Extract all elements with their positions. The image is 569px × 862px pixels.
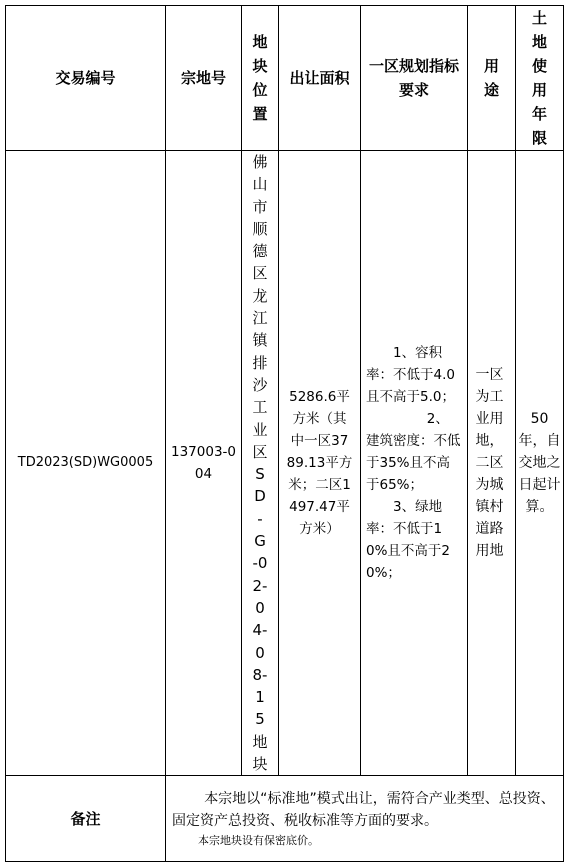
- cell-trade-no: TD2023(SD)WG0005: [6, 151, 166, 776]
- header-trade-no: 交易编号: [6, 6, 166, 151]
- cell-location: 佛山市顺德区龙江镇排沙工业区SD-G-02-04-08-15地块: [242, 151, 279, 776]
- header-parcel-no: 宗地号: [166, 6, 242, 151]
- data-row: [6, 151, 564, 776]
- planning-item-2: 2、建筑密度：不低于35%且不高于65%；: [366, 411, 461, 494]
- header-area: 出让面积: [279, 6, 361, 151]
- cell-parcel-no: 137003-004: [166, 151, 242, 776]
- remarks-row: [6, 776, 564, 862]
- planning-item-3: 3、绿地率：不低于10%且不高于20%；: [366, 499, 451, 582]
- header-location: 地块位置: [242, 6, 279, 151]
- land-transfer-table: [5, 5, 564, 862]
- header-planning: 一区规划指标要求: [361, 6, 468, 151]
- cell-planning: [361, 151, 468, 776]
- remarks-cell: [166, 776, 564, 862]
- remarks-text: 本宗地以“标准地”模式出让，需符合产业类型、总投资、固定资产总投资、税收标准等方面的要求。: [172, 790, 555, 829]
- cell-area: 5286.6平方米（其中一区3789.13平方米；二区1497.47平方米）: [279, 151, 361, 776]
- header-use: 用途: [468, 6, 516, 151]
- header-row: [6, 6, 564, 151]
- remarks-note: 本宗地块设有保密底价。: [198, 833, 319, 847]
- remarks-label: 备注: [6, 776, 166, 862]
- planning-item-1: 1、容积率：不低于4.0且不高于5.0；: [366, 345, 455, 406]
- cell-use: 一区为工业用地，二区为城镇村道路用地: [468, 151, 516, 776]
- cell-term: 50年，自交地之日起计算。: [516, 151, 564, 776]
- header-term: 土地使用年限: [516, 6, 564, 151]
